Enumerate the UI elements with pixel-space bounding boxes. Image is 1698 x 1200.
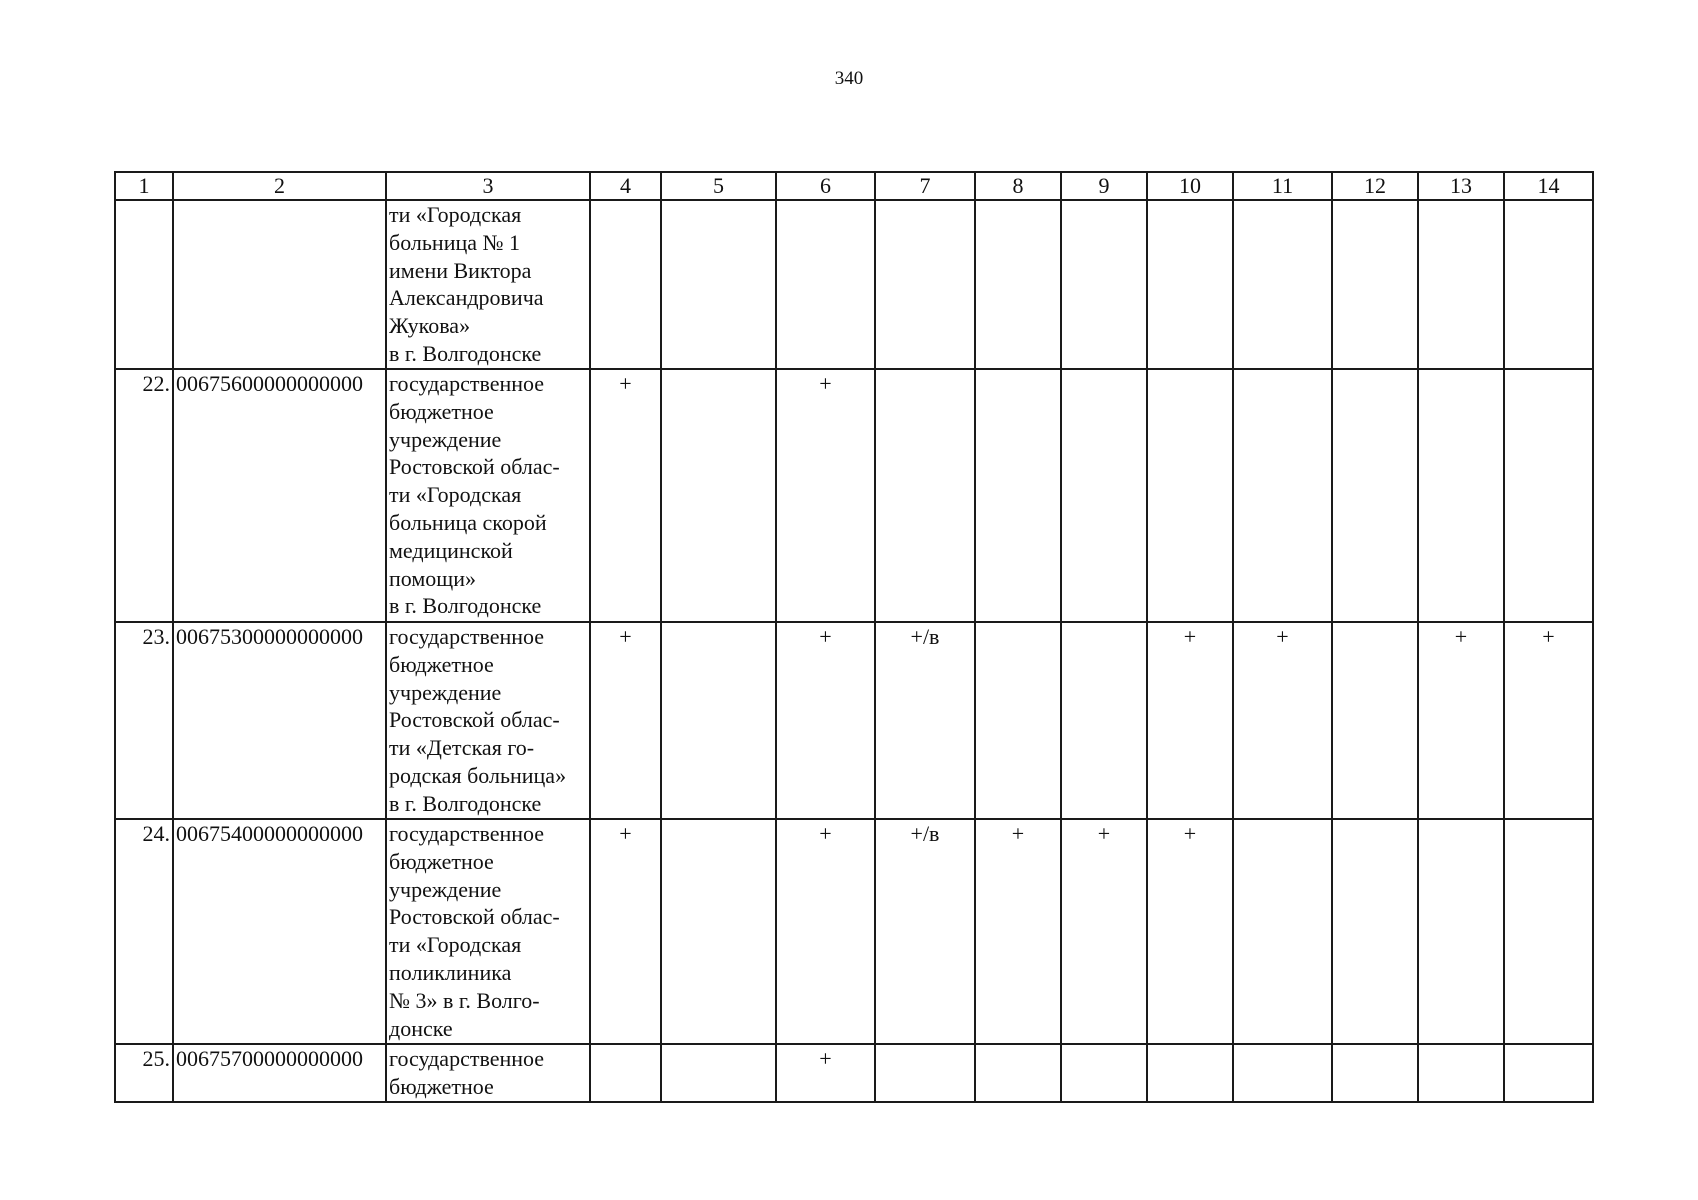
mark-cell-col-8 <box>975 1044 1061 1102</box>
institution-name-line: поликлиника <box>389 959 512 985</box>
column-header-2: 2 <box>173 172 386 200</box>
mark-cell-col-5 <box>661 369 776 622</box>
column-header-5: 5 <box>661 172 776 200</box>
mark-cell-col-5 <box>661 200 776 369</box>
institution-name-line: больница скорой <box>389 509 547 535</box>
mark-cell-col-5 <box>661 819 776 1044</box>
mark-cell-col-7 <box>875 1044 975 1102</box>
institution-name-line: ти «Городская <box>389 202 522 227</box>
mark-cell-col-14: + <box>1504 622 1593 819</box>
column-header-13: 13 <box>1418 172 1504 200</box>
mark-cell-col-9 <box>1061 1044 1147 1102</box>
mark-cell-col-4: + <box>590 369 661 622</box>
institution-code-cell: 00675400000000000 <box>173 819 386 1044</box>
mark-cell-col-12 <box>1332 819 1418 1044</box>
column-header-6: 6 <box>776 172 875 200</box>
institution-name-line: ти «Детская го- <box>389 735 535 761</box>
mark-cell-col-8 <box>975 622 1061 819</box>
mark-cell-col-14 <box>1504 1044 1593 1102</box>
institution-name-line: медицинской <box>389 537 513 563</box>
mark-cell-col-9 <box>1061 622 1147 819</box>
institution-name-cell <box>386 819 590 1044</box>
mark-cell-col-7: +/в <box>875 819 975 1044</box>
institution-name-line: родская больница» <box>389 762 567 788</box>
table-row <box>115 819 1593 1044</box>
mark-cell-col-6: + <box>776 1044 875 1102</box>
institution-name-line: Ростовской облас- <box>389 904 560 930</box>
page-number: 340 <box>834 68 864 89</box>
mark-cell-col-13 <box>1418 819 1504 1044</box>
institution-name-cell <box>386 369 590 622</box>
mark-cell-col-8 <box>975 369 1061 622</box>
institution-code-cell: 00675700000000000 <box>173 1044 386 1102</box>
institution-code-cell <box>173 200 386 369</box>
table-row <box>115 369 1593 622</box>
mark-cell-col-8 <box>975 200 1061 369</box>
table-header-row <box>115 172 1593 200</box>
mark-cell-col-13: + <box>1418 622 1504 819</box>
registry-table <box>114 171 1594 1103</box>
institution-name-line: помощи» <box>389 565 476 591</box>
mark-cell-col-4: + <box>590 819 661 1044</box>
mark-cell-col-12 <box>1332 369 1418 622</box>
mark-cell-col-12 <box>1332 200 1418 369</box>
institution-name-cell <box>386 1044 590 1102</box>
table-row <box>115 622 1593 819</box>
institution-name-line: государственное <box>389 624 545 649</box>
mark-cell-col-11 <box>1233 200 1332 369</box>
mark-cell-col-6: + <box>776 622 875 819</box>
mark-cell-col-6 <box>776 200 875 369</box>
mark-cell-col-7 <box>875 369 975 622</box>
mark-cell-col-10: + <box>1147 622 1233 819</box>
institution-name-line: государственное <box>389 1046 545 1071</box>
mark-cell-col-11 <box>1233 1044 1332 1102</box>
row-number-cell: 23. <box>115 622 173 819</box>
table-row <box>115 1044 1593 1102</box>
mark-cell-col-13 <box>1418 200 1504 369</box>
mark-cell-col-4 <box>590 1044 661 1102</box>
mark-cell-col-9 <box>1061 200 1147 369</box>
institution-name-line: учреждение <box>389 876 502 902</box>
mark-cell-col-4 <box>590 200 661 369</box>
column-header-7: 7 <box>875 172 975 200</box>
institution-name-line: Ростовской облас- <box>389 707 560 733</box>
column-header-4: 4 <box>590 172 661 200</box>
institution-name-line: имени Виктора <box>389 257 532 283</box>
institution-name-line: учреждение <box>389 426 502 452</box>
column-header-11: 11 <box>1233 172 1332 200</box>
mark-cell-col-10 <box>1147 1044 1233 1102</box>
column-header-3: 3 <box>386 172 590 200</box>
mark-cell-col-8: + <box>975 819 1061 1044</box>
institution-name-line: бюджетное <box>389 1073 494 1099</box>
mark-cell-col-7 <box>875 200 975 369</box>
institution-name-line: в г. Волгодонске <box>389 593 542 619</box>
mark-cell-col-14 <box>1504 200 1593 369</box>
institution-name-line: государственное <box>389 371 545 396</box>
column-header-8: 8 <box>975 172 1061 200</box>
mark-cell-col-9 <box>1061 369 1147 622</box>
mark-cell-col-11 <box>1233 369 1332 622</box>
institution-name-line: Александровича <box>389 285 544 311</box>
institution-code-cell: 00675600000000000 <box>173 369 386 622</box>
column-header-14: 14 <box>1504 172 1593 200</box>
column-header-10: 10 <box>1147 172 1233 200</box>
column-header-9: 9 <box>1061 172 1147 200</box>
mark-cell-col-5 <box>661 622 776 819</box>
institution-name-line: государственное <box>389 821 545 846</box>
mark-cell-col-11: + <box>1233 622 1332 819</box>
institution-name-line: бюджетное <box>389 651 494 677</box>
institution-name-line: донске <box>389 1015 453 1041</box>
institution-name-line: больница № 1 <box>389 229 520 255</box>
institution-name-line: № 3» в г. Волго- <box>389 987 540 1013</box>
mark-cell-col-9: + <box>1061 819 1147 1044</box>
column-header-1: 1 <box>115 172 173 200</box>
mark-cell-col-6: + <box>776 819 875 1044</box>
institution-name-line: ти «Городская <box>389 482 522 508</box>
mark-cell-col-13 <box>1418 369 1504 622</box>
institution-name-line: бюджетное <box>389 398 494 424</box>
table-row <box>115 200 1593 369</box>
institution-name-line: Ростовской облас- <box>389 454 560 480</box>
mark-cell-col-7: +/в <box>875 622 975 819</box>
mark-cell-col-11 <box>1233 819 1332 1044</box>
mark-cell-col-14 <box>1504 819 1593 1044</box>
institution-name-line: ти «Городская <box>389 932 522 958</box>
mark-cell-col-13 <box>1418 1044 1504 1102</box>
institution-code-cell: 00675300000000000 <box>173 622 386 819</box>
mark-cell-col-10 <box>1147 369 1233 622</box>
institution-name-cell <box>386 200 590 369</box>
row-number-cell: 25. <box>115 1044 173 1102</box>
institution-name-cell <box>386 622 590 819</box>
row-number-cell: 22. <box>115 369 173 622</box>
row-number-cell <box>115 200 173 369</box>
mark-cell-col-5 <box>661 1044 776 1102</box>
institution-name-line: в г. Волгодонске <box>389 790 542 816</box>
institution-name-line: учреждение <box>389 679 502 705</box>
mark-cell-col-12 <box>1332 1044 1418 1102</box>
mark-cell-col-14 <box>1504 369 1593 622</box>
institution-name-line: Жукова» <box>389 313 471 339</box>
row-number-cell: 24. <box>115 819 173 1044</box>
mark-cell-col-10: + <box>1147 819 1233 1044</box>
institution-name-line: бюджетное <box>389 848 494 874</box>
mark-cell-col-4: + <box>590 622 661 819</box>
institution-name-line: в г. Волгодонске <box>389 340 542 366</box>
mark-cell-col-6: + <box>776 369 875 622</box>
mark-cell-col-10 <box>1147 200 1233 369</box>
column-header-12: 12 <box>1332 172 1418 200</box>
mark-cell-col-12 <box>1332 622 1418 819</box>
